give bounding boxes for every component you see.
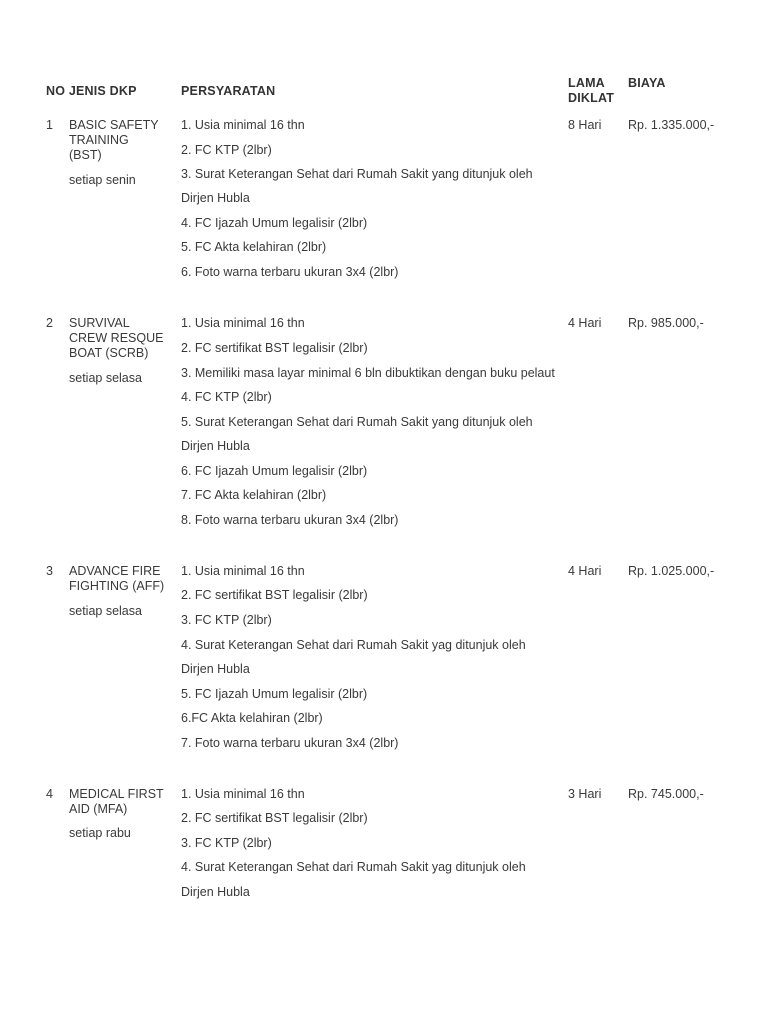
requirement-item: 6. FC Ijazah Umum legalisir (2lbr) — [181, 464, 368, 478]
course-name-line: TRAINING — [69, 133, 129, 147]
duration: 4 Hari — [568, 564, 602, 578]
course-name-line: MEDICAL FIRST — [69, 787, 164, 801]
header-lama-line1: LAMA — [568, 76, 605, 90]
requirement-item: 3. FC KTP (2lbr) — [181, 836, 272, 850]
schedule: setiap rabu — [69, 826, 131, 840]
requirement-item: 3. Surat Keterangan Sehat dari Rumah Sakit yang ditunjuk oleh — [181, 167, 533, 181]
requirement-item: Dirjen Hubla — [181, 885, 250, 899]
fee: Rp. 1.025.000,- — [628, 564, 715, 578]
requirement-item: 2. FC KTP (2lbr) — [181, 143, 272, 157]
row-number: 4 — [46, 787, 53, 801]
duration: 8 Hari — [568, 118, 602, 132]
course-name-line: (BST) — [69, 148, 102, 162]
requirement-item: 4. Surat Keterangan Sehat dari Rumah Sakit yag ditunjuk oleh — [181, 638, 526, 652]
requirement-item: 8. Foto warna terbaru ukuran 3x4 (2lbr) — [181, 513, 399, 527]
requirement-item: 6. Foto warna terbaru ukuran 3x4 (2lbr) — [181, 265, 399, 279]
requirement-item: 3. Memiliki masa layar minimal 6 bln dibuktikan dengan buku pelaut — [181, 366, 555, 380]
row-number: 3 — [46, 564, 53, 578]
schedule: setiap senin — [69, 173, 136, 187]
course-name-line: ADVANCE FIRE — [69, 564, 161, 578]
requirement-item: 3. FC KTP (2lbr) — [181, 613, 272, 627]
requirement-item: 1. Usia minimal 16 thn — [181, 787, 305, 801]
header-no-jenis: NO JENIS DKP — [46, 84, 137, 98]
requirement-item: 1. Usia minimal 16 thn — [181, 564, 305, 578]
requirement-item: Dirjen Hubla — [181, 439, 250, 453]
fee: Rp. 745.000,- — [628, 787, 704, 801]
requirement-item: 4. FC KTP (2lbr) — [181, 390, 272, 404]
schedule: setiap selasa — [69, 604, 142, 618]
course-name-line: AID (MFA) — [69, 802, 128, 816]
requirement-item: 6.FC Akta kelahiran (2lbr) — [181, 711, 323, 725]
schedule: setiap selasa — [69, 371, 142, 385]
fee: Rp. 1.335.000,- — [628, 118, 715, 132]
requirement-item: 2. FC sertifikat BST legalisir (2lbr) — [181, 811, 368, 825]
requirement-item: Dirjen Hubla — [181, 662, 250, 676]
header-persyaratan: PERSYARATAN — [181, 84, 276, 98]
header-biaya: BIAYA — [628, 76, 666, 90]
row-number: 2 — [46, 316, 53, 330]
course-name-line: BOAT (SCRB) — [69, 346, 149, 360]
requirement-item: 4. FC Ijazah Umum legalisir (2lbr) — [181, 216, 368, 230]
requirement-item: 2. FC sertifikat BST legalisir (2lbr) — [181, 588, 368, 602]
course-name-line: SURVIVAL — [69, 316, 130, 330]
course-name-line: FIGHTING (AFF) — [69, 579, 165, 593]
row-number: 1 — [46, 118, 53, 132]
requirement-item: 5. FC Akta kelahiran (2lbr) — [181, 240, 327, 254]
duration: 4 Hari — [568, 316, 602, 330]
fee: Rp. 985.000,- — [628, 316, 704, 330]
header-lama-line2: DIKLAT — [568, 91, 615, 105]
course-name-line: CREW RESQUE — [69, 331, 164, 345]
requirement-item: 7. FC Akta kelahiran (2lbr) — [181, 488, 327, 502]
requirement-item: Dirjen Hubla — [181, 191, 250, 205]
requirement-item: 4. Surat Keterangan Sehat dari Rumah Sakit yag ditunjuk oleh — [181, 860, 526, 874]
requirement-item: 2. FC sertifikat BST legalisir (2lbr) — [181, 341, 368, 355]
requirement-item: 1. Usia minimal 16 thn — [181, 118, 305, 132]
requirement-item: 1. Usia minimal 16 thn — [181, 316, 305, 330]
duration: 3 Hari — [568, 787, 602, 801]
requirement-item: 5. Surat Keterangan Sehat dari Rumah Sakit yang ditunjuk oleh — [181, 415, 533, 429]
course-name-line: BASIC SAFETY — [69, 118, 159, 132]
requirement-item: 7. Foto warna terbaru ukuran 3x4 (2lbr) — [181, 736, 399, 750]
requirement-item: 5. FC Ijazah Umum legalisir (2lbr) — [181, 687, 368, 701]
